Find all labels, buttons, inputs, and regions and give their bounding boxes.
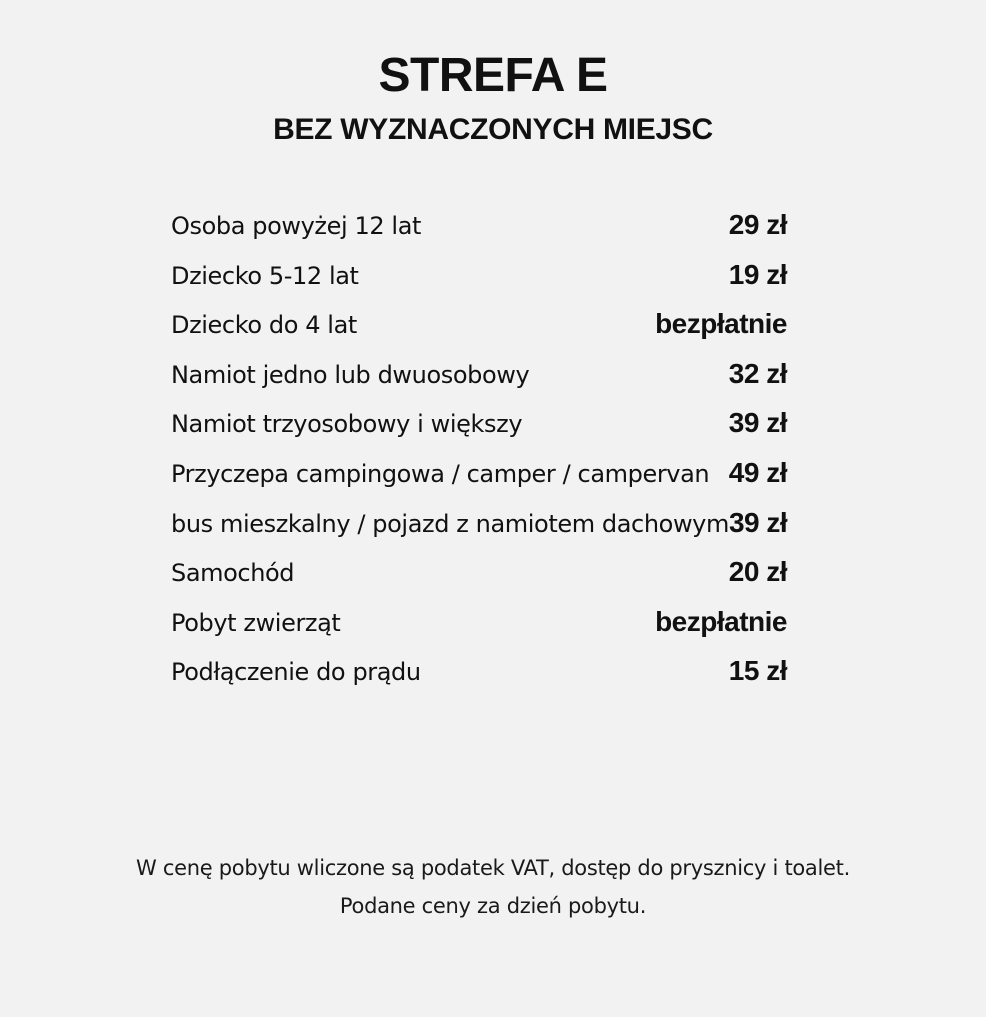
price-row-pets [171, 596, 787, 646]
price-item-value: bezpłatnie [655, 605, 787, 637]
price-item-label: Osoba powyżej 12 lat [171, 212, 422, 240]
price-row-bus [171, 497, 787, 547]
footer-note-line: Podane ceny za dzień pobytu. [339, 894, 647, 918]
price-item-value: 32 zł [728, 357, 787, 389]
zone-title: STREFA E [378, 49, 608, 102]
zone-subtitle: BEZ WYZNACZONYCH MIEJSC [273, 113, 713, 146]
footer-note [0, 849, 986, 925]
price-row-car [171, 546, 787, 596]
price-item-value: bezpłatnie [655, 308, 787, 340]
price-row-tent-large [171, 397, 787, 447]
price-item-value: 49 zł [728, 456, 787, 488]
price-item-label: Pobyt zwierząt [171, 608, 341, 637]
price-item-label: Namiot jedno lub dwuosobowy [171, 360, 530, 389]
price-row-caravan [171, 447, 787, 497]
footer-note-line: W cenę pobytu wliczone są podatek VAT, dostęp do prysznicy i toalet. [136, 856, 850, 880]
price-item-label: Dziecko do 4 lat [171, 311, 357, 340]
price-item-value: 39 zł [728, 407, 787, 439]
price-item-value: 19 zł [728, 258, 787, 290]
price-item-label: Podłączenie do prądu [171, 658, 421, 687]
price-row-tent-small [171, 348, 787, 398]
price-list [171, 199, 787, 695]
price-row-child-under-4 [171, 298, 787, 348]
price-item-value: 15 zł [728, 655, 787, 687]
price-row-person-over-12 [171, 199, 787, 249]
price-item-value: 29 zł [728, 209, 787, 240]
price-item-value: 20 zł [728, 556, 787, 588]
price-row-electricity [171, 645, 787, 695]
price-item-label: Namiot trzyosobowy i większy [171, 410, 523, 439]
price-item-label: Przyczepa campingowa / camper / campervan [171, 459, 710, 488]
price-item-label: bus mieszkalny / pojazd z namiotem dachowym [171, 509, 729, 538]
price-item-value: 39 zł [728, 506, 788, 538]
price-item-label: Samochód [171, 559, 295, 588]
price-row-child-5-12 [171, 249, 787, 299]
price-item-label: Dziecko 5-12 lat [171, 261, 359, 290]
